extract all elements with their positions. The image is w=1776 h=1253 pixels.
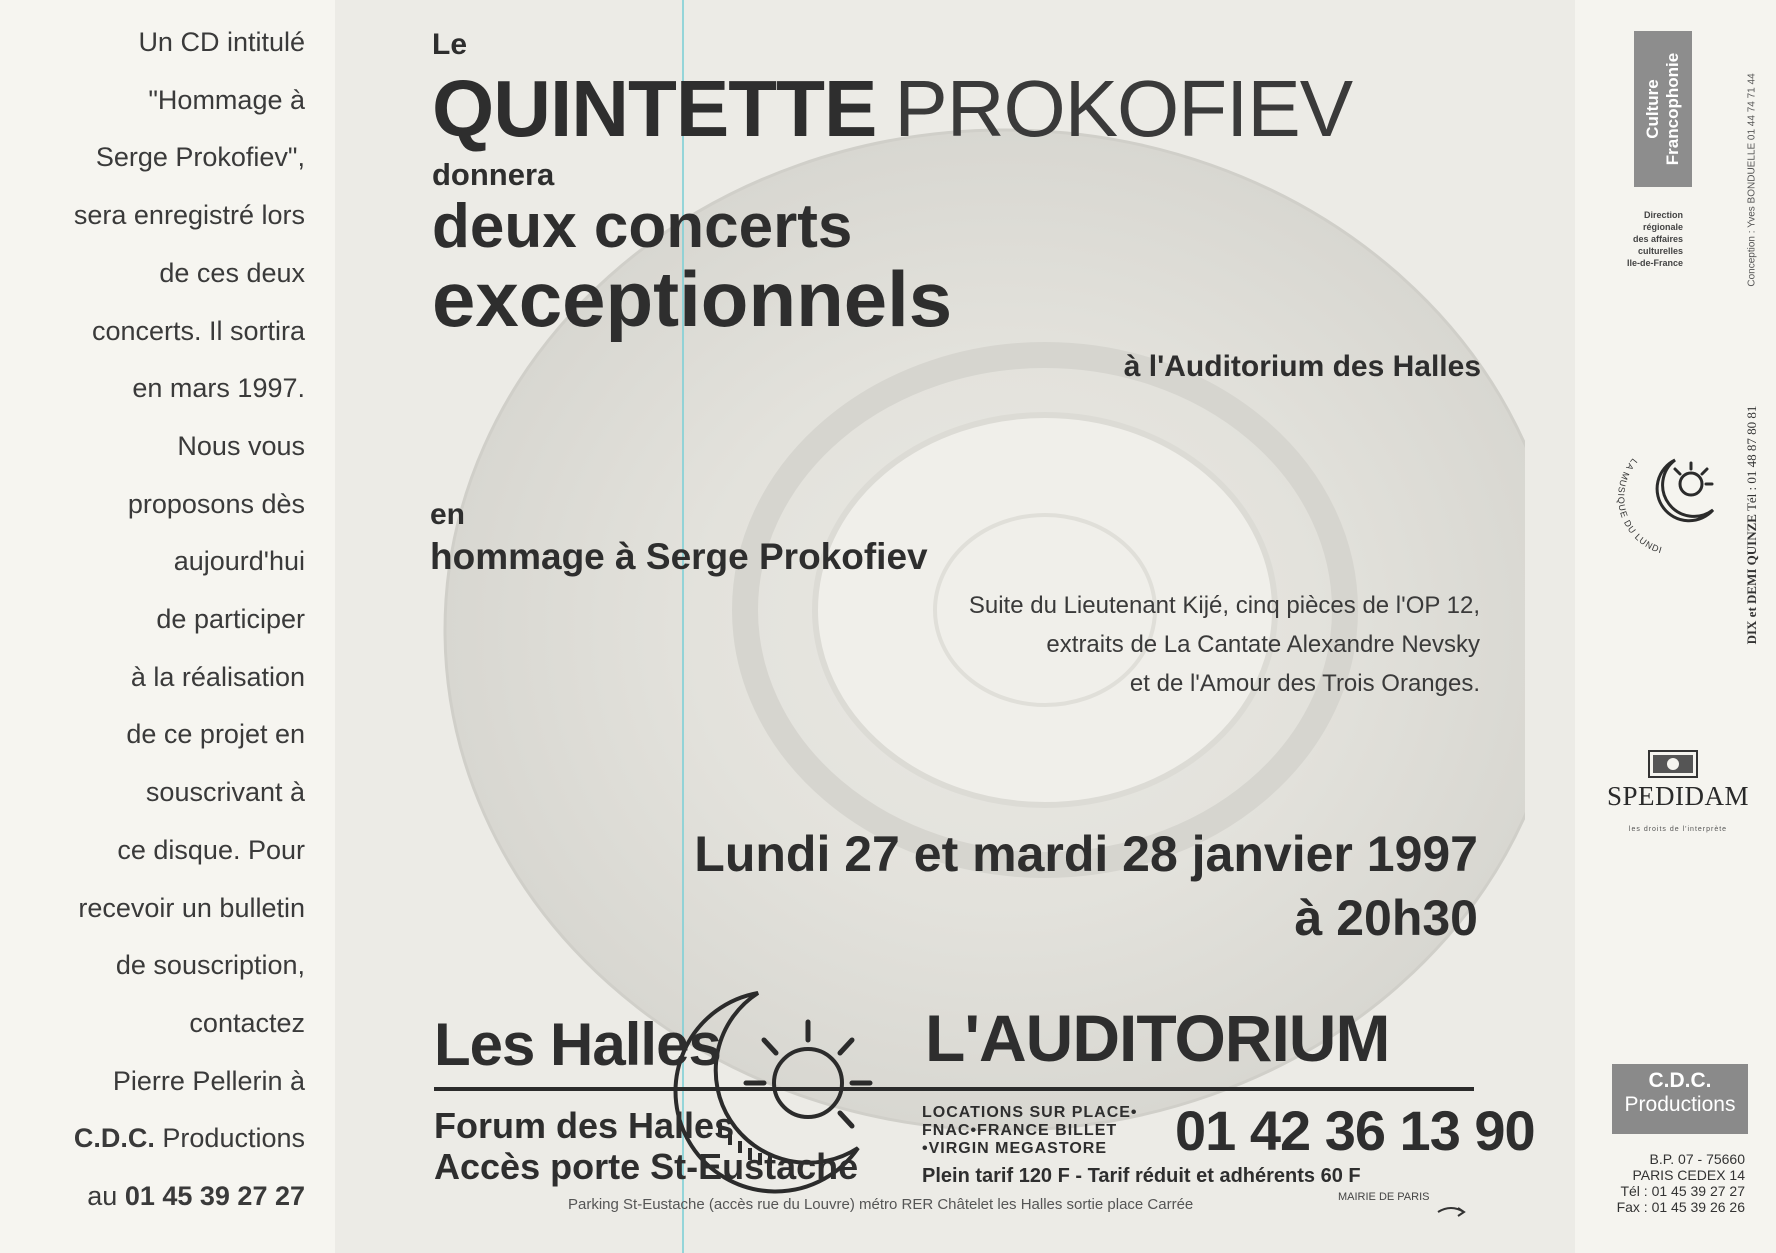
cdc-logo-line1: C.D.C. [1648,1069,1712,1092]
headline-donnera: donnera [432,157,555,192]
address-line: B.P. 07 - 75660 [1649,1151,1745,1167]
left-line: proposons dès [127,488,305,519]
program-line: et de l'Amour des Trois Oranges. [1129,670,1480,697]
venue-line: à l'Auditorium des Halles [1123,350,1481,383]
cdc-bold: C.D.C. [73,1123,155,1154]
phone-prefix: au [87,1181,125,1212]
acces-line: Accès porte St-Eustache [434,1146,859,1187]
left-line: aujourd'hui [173,546,305,577]
left-line: Nous vous [177,430,305,461]
dix-et-demi-quinze-credit [1744,406,1760,645]
headline-le: Le [432,28,468,61]
left-line: contactez [189,1007,305,1038]
dix-tel: Tél : 01 48 87 80 81 [1744,405,1759,512]
parking-line: Parking St-Eustache (accès rue du Louvre) métro RER Châtelet les Halles sortie place Carrée [568,1196,1194,1213]
auditorium-rule [434,1087,1474,1091]
locations-list [922,1104,1138,1158]
left-line: Serge Prokofiev", [95,142,305,173]
program-list [969,586,1480,703]
svg-text:LA MUSIQUE DU LUNDI [1616,457,1664,556]
program-line: extraits de La Cantate Alexandre Nevsky [1046,631,1480,658]
concert-dates [694,822,1478,950]
left-line: ce disque. Pour [117,834,305,865]
forum-address [434,1105,858,1187]
left-line-phone [0,1168,305,1226]
dix-name: DIX et DEMI QUINZE [1744,514,1759,645]
address-line: Tél : 01 45 39 27 27 [1620,1183,1745,1199]
headline-exceptionnels: exceptionnels [432,255,953,343]
left-line: recevoir un bulletin [78,892,305,923]
forum-line: Forum des Halles [434,1105,735,1146]
left-line: de souscription, [115,950,305,981]
left-line: Un CD intitulé [138,27,305,57]
left-line-cdc [0,1110,305,1168]
direction-line: culturelles [1637,246,1683,256]
auditorium-title: L'AUDITORIUM [925,1001,1390,1075]
location-line: LOCATIONS SUR PLACE• [922,1104,1138,1121]
mairie-label: MAIRIE DE PARIS [1338,1191,1430,1203]
dates-line: Lundi 27 et mardi 28 janvier 1997 [694,826,1478,882]
left-line: à la réalisation [130,661,305,692]
left-column-text [0,14,305,1226]
address-line: PARIS CEDEX 14 [1632,1167,1745,1183]
time-line: à 20h30 [1294,890,1478,946]
direction-line: régionale [1642,222,1683,232]
mairie-arrow-icon [1436,1202,1466,1222]
musique-label: LA MUSIQUE DU LUNDI [1615,456,1664,556]
location-line: •VIRGIN MEGASTORE [922,1140,1107,1157]
booking-phone: 01 42 36 13 90 [1175,1099,1535,1162]
left-line: en mars 1997. [132,373,305,404]
quintette-word: QUINTETTE [432,64,877,153]
left-line: Pierre Pellerin à [112,1065,305,1096]
spedidam-name: SPEDIDAM [1606,781,1750,811]
cdc-logo-line2: Productions [1624,1093,1736,1116]
musique-du-lundi-logo [1615,438,1735,558]
conception-credit: Conception : Yves BONDUELLE 01 44 74 71 44 [1746,73,1758,287]
tribute-hommage: hommage à Serge Prokofiev [430,536,928,577]
direction-line: des affaires [1632,234,1683,244]
program-line: Suite du Lieutenant Kijé, cinq pièces de l'OP 12, [968,592,1480,619]
left-line: de ces deux [159,257,305,288]
tribute-en: en [430,498,466,531]
left-line: de ce projet en [126,719,305,750]
left-line: "Hommage à [148,84,305,115]
left-line: concerts. Il sortira [91,315,305,346]
left-line: sera enregistré lors [73,200,305,231]
culture-line: Culture [1643,79,1662,139]
direction-line: Ile-de-France [1626,258,1683,268]
address-line: Fax : 01 45 39 26 26 [1616,1199,1745,1215]
prokofiev-word: PROKOFIEV [894,64,1353,153]
location-line: FNAC•FRANCE BILLET [922,1122,1118,1139]
spedidam-logo-icon [1648,750,1698,778]
left-line: de participer [156,604,305,635]
left-column [0,0,335,1253]
direction-line: Direction [1643,210,1683,220]
tarif-line: Plein tarif 120 F - Tarif réduit et adhérents 60 F [922,1165,1361,1187]
headline-deux-concerts: deux concerts [432,192,853,261]
francophonie-line: Francophonie [1663,52,1682,166]
headline-quintette [432,64,1352,154]
cdc-address [1617,1151,1745,1215]
direction-regionale [1627,209,1683,269]
cdc-productions-logo [1612,1064,1748,1134]
spedidam-tagline: les droits de l'interprète [1628,826,1728,833]
contact-phone: 01 45 39 27 27 [124,1181,305,1212]
les-halles-title: Les Halles [434,1011,721,1078]
cdc-rest: Productions [154,1123,305,1154]
left-line: souscrivant à [145,777,305,808]
culture-francophonie-text [1643,53,1683,165]
